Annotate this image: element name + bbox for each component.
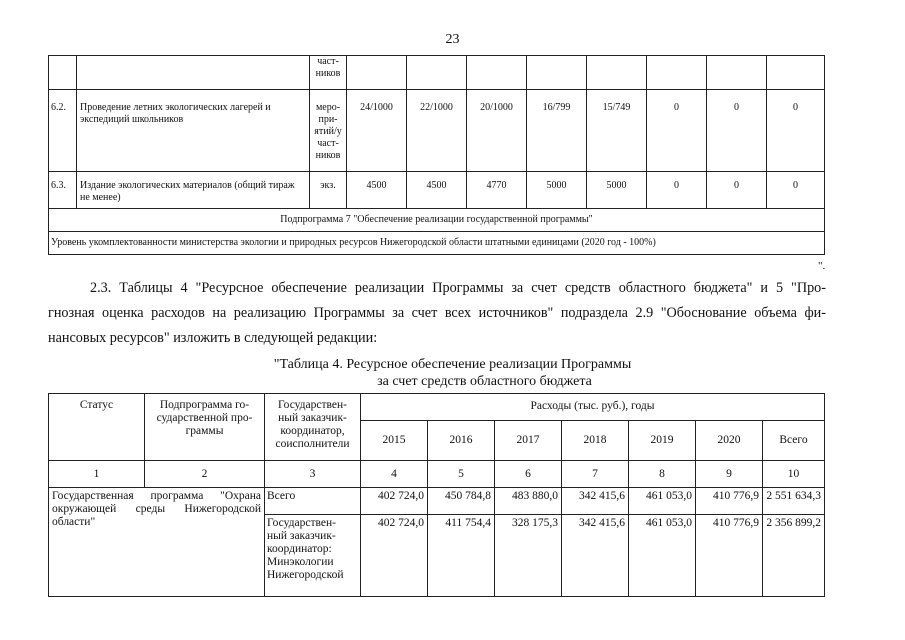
value-cell: 483 880,0	[495, 488, 562, 515]
value-cell: 0	[647, 172, 707, 209]
value-cell: 450 784,8	[428, 488, 495, 515]
header-status: Статус	[49, 394, 145, 461]
row-number: 6.3.	[49, 172, 77, 209]
table-row	[49, 209, 825, 232]
header-year: 2017	[495, 421, 562, 461]
header-year: 2020	[696, 421, 763, 461]
column-number: 1	[49, 461, 145, 488]
table-title-line2: за счет средств областного бюджета	[377, 374, 592, 389]
column-number: 4	[361, 461, 428, 488]
value-cell: 5000	[587, 172, 647, 209]
indicators-table	[48, 55, 825, 255]
paragraph-line: гнозная оценка расходов на реализацию Программы за счет всех источников" подраздела 2.9 "Обоснование объема фи-	[48, 305, 826, 321]
row-name: Проведение летних экологических лагерей и экспедиций школьников	[77, 90, 310, 172]
column-number: 3	[265, 461, 361, 488]
table-row	[49, 90, 825, 172]
value-cell: 2 551 634,3	[763, 488, 825, 515]
value-cell: 0	[707, 172, 767, 209]
table-row	[49, 232, 825, 255]
header-subprogram: Подпрограмма го- сударственной про- граммы	[145, 394, 265, 461]
table-row	[49, 172, 825, 209]
column-number: 2	[145, 461, 265, 488]
value-cell: 0	[767, 90, 825, 172]
value-cell: 402 724,0	[361, 515, 428, 597]
value-cell: 410 776,9	[696, 488, 763, 515]
value-cell: 15/749	[587, 90, 647, 172]
subprogram-heading: Подпрограмма 7 "Обеспечение реализации государственной программы"	[49, 209, 825, 232]
value-cell: 461 053,0	[629, 515, 696, 597]
value-cell: 410 776,9	[696, 515, 763, 597]
row-label: Государствен- ный заказчик- координатор: Минэкологии Нижегородской	[265, 515, 361, 597]
value-cell: 22/1000	[407, 90, 467, 172]
header-year: 2019	[629, 421, 696, 461]
column-number: 5	[428, 461, 495, 488]
table-row	[49, 488, 825, 515]
value-cell: 342 415,6	[562, 515, 629, 597]
indicator-level-row: Уровень укомплектованности министерства экологии и природных ресурсов Нижегородской области штатными единицами (2020 год - 100%)	[49, 232, 825, 255]
value-cell: 4770	[467, 172, 527, 209]
value-cell: 16/799	[527, 90, 587, 172]
row-label: Всего	[265, 488, 361, 515]
column-number: 8	[629, 461, 696, 488]
table-title-line1: "Таблица 4. Ресурсное обеспечение реализации Программы	[273, 357, 632, 372]
value-cell: 0	[767, 172, 825, 209]
program-name: Государственная программа "Охрана окружающей среды Нижегородской области"	[49, 488, 265, 597]
header-customer: Государствен- ный заказчик- координатор, соисполнители	[265, 394, 361, 461]
unit-cell: экз.	[310, 172, 347, 209]
page-number: 23	[445, 32, 460, 47]
column-number: 7	[562, 461, 629, 488]
value-cell: 20/1000	[467, 90, 527, 172]
paragraph-line: нансовых ресурсов" изложить в следующей редакции:	[48, 330, 378, 346]
value-cell: 328 175,3	[495, 515, 562, 597]
column-number: 6	[495, 461, 562, 488]
value-cell: 342 415,6	[562, 488, 629, 515]
unit-cell: меро- при- ятий/у част- ников	[310, 90, 347, 172]
resource-table	[48, 393, 825, 597]
value-cell: 4500	[347, 172, 407, 209]
value-cell: 0	[647, 90, 707, 172]
table-row	[49, 461, 825, 488]
value-cell: 402 724,0	[361, 488, 428, 515]
value-cell: 4500	[407, 172, 467, 209]
header-year: 2016	[428, 421, 495, 461]
value-cell: 24/1000	[347, 90, 407, 172]
value-cell: 411 754,4	[428, 515, 495, 597]
row-number: 6.2.	[49, 90, 77, 172]
value-cell: 461 053,0	[629, 488, 696, 515]
unit-cell: част- ников	[310, 56, 347, 90]
column-number: 10	[763, 461, 825, 488]
header-year: 2018	[562, 421, 629, 461]
row-name: Издание экологических материалов (общий тираж не менее)	[77, 172, 310, 209]
table-row	[49, 56, 825, 90]
header-total: Всего	[763, 421, 825, 461]
value-cell: 0	[707, 90, 767, 172]
header-year: 2015	[361, 421, 428, 461]
value-cell: 2 356 899,2	[763, 515, 825, 597]
header-expenses: Расходы (тыс. руб.), годы	[361, 394, 825, 421]
column-number: 9	[696, 461, 763, 488]
closing-quote: ".	[818, 260, 826, 272]
value-cell: 5000	[527, 172, 587, 209]
paragraph-line: 2.3. Таблицы 4 "Ресурсное обеспечение реализации Программы за счет средств областного бюджета" и 5 "Про-	[90, 280, 826, 296]
table-row	[49, 394, 825, 421]
